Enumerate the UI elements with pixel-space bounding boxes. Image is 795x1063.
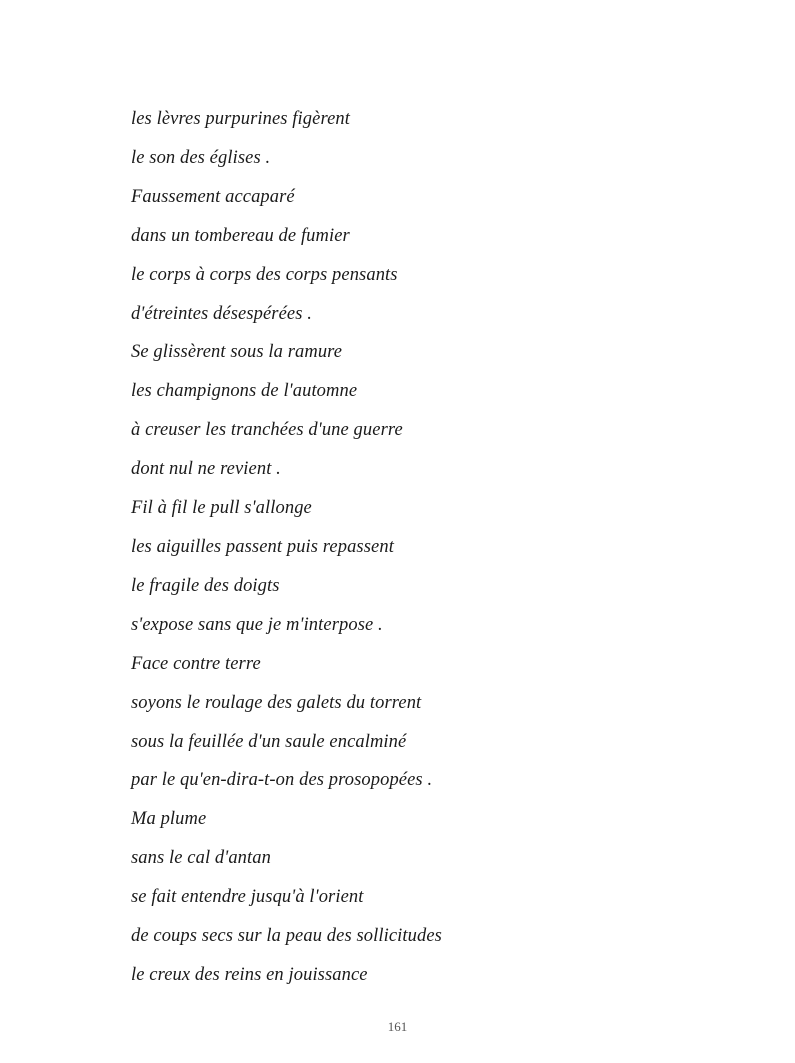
poem-line: Faussement accaparé: [131, 186, 295, 207]
poem-line: sous la feuillée d'un saule encalminé: [131, 731, 407, 752]
poem-line: s'expose sans que je m'interpose .: [131, 614, 383, 635]
poem-line: d'étreintes désespérées .: [131, 303, 312, 324]
poem-line: Se glissèrent sous la ramure: [131, 342, 343, 363]
poem-line: Face contre terre: [131, 653, 261, 674]
poem-line: Fil à fil le pull s'allonge: [131, 498, 312, 519]
poem-line: se fait entendre jusqu'à l'orient: [131, 887, 364, 908]
poem-line: les champignons de l'automne: [131, 381, 358, 402]
poem-line: dans un tombereau de fumier: [131, 225, 350, 246]
poem-line: le creux des reins en jouissance: [131, 964, 368, 985]
poem-line: le fragile des doigts: [131, 575, 280, 596]
poem-line: soyons le roulage des galets du torrent: [131, 692, 422, 713]
page-number: 161: [387, 1019, 408, 1034]
poem-line: les aiguilles passent puis repassent: [131, 536, 394, 557]
poem-line: par le qu'en-dira-t-on des prosopopées .: [131, 770, 433, 791]
poem-body: [131, 100, 442, 995]
poem-line: le son des églises .: [131, 147, 271, 168]
poem-line: Ma plume: [131, 809, 207, 830]
poem-line: de coups secs sur la peau des sollicitudes: [131, 926, 442, 947]
poem-line: le corps à corps des corps pensants: [131, 264, 398, 285]
poem-line: les lèvres purpurines figèrent: [131, 109, 350, 129]
poem-line: dont nul ne revient .: [131, 459, 281, 480]
poem-line: sans le cal d'antan: [131, 848, 271, 869]
poem-line: à creuser les tranchées d'une guerre: [131, 420, 403, 441]
